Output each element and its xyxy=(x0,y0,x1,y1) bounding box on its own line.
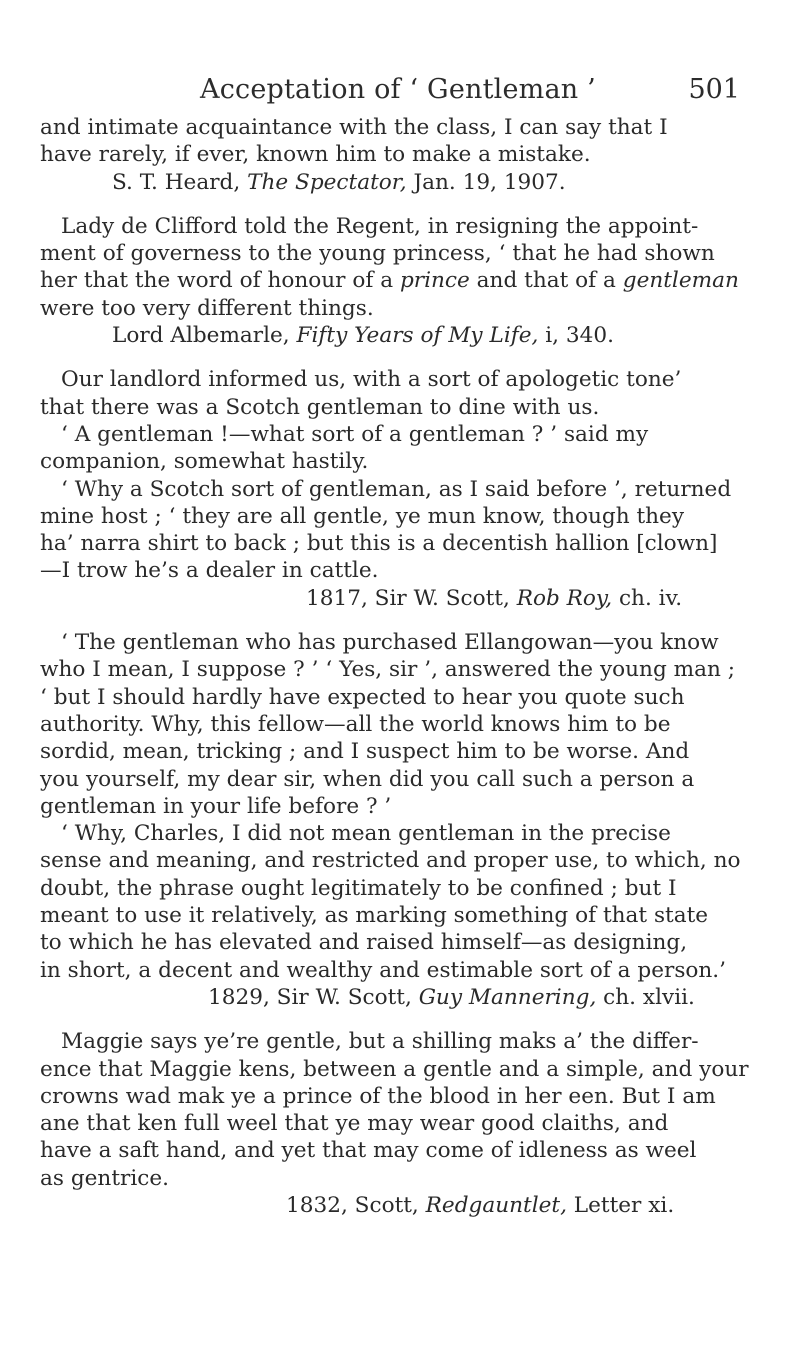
text-line: that there was a Scotch gentleman to dine with us. xyxy=(40,394,600,420)
citation xyxy=(40,984,755,1011)
citation-work: Rob Roy, xyxy=(516,585,613,611)
text-line: crowns wad mak ye a prince of the blood in her een. But I am xyxy=(40,1083,716,1109)
text-line: sordid, mean, tricking ; and I suspect him to be worse. And xyxy=(40,739,690,765)
text-line: in short, a decent and wealthy and estimable sort of a person.’ xyxy=(40,957,727,983)
citation-detail: ch. iv. xyxy=(612,585,683,611)
text-line: ment of governess to the young princess, ‘ that he had shown xyxy=(40,241,715,267)
text-line: as gentrice. xyxy=(40,1165,169,1191)
citation-detail: ch. xlvii. xyxy=(596,984,695,1010)
text-line: who I mean, I suppose ? ’ ‘ Yes, sir ’, answered the young man ; xyxy=(40,657,736,683)
page-header xyxy=(200,70,740,110)
text-line: and intimate acquaintance with the class, I can say that I xyxy=(40,115,668,140)
citation-detail: i, 340. xyxy=(538,323,614,349)
citation xyxy=(40,585,755,612)
text-line: you yourself, my dear sir, when did you call such a person a xyxy=(40,766,695,792)
citation-work: Guy Mannering, xyxy=(418,984,597,1010)
text-line: to which he has elevated and raised himself—as designing, xyxy=(40,930,688,956)
text-line: gentleman in your life before ? ’ xyxy=(40,793,392,819)
text-line: ‘ Why, Charles, I did not mean gentleman in the precise xyxy=(61,821,671,847)
text-line: ane that ken full weel that ye may wear good claiths, and xyxy=(40,1111,669,1137)
citation-author: 1817, Sir W. Scott, xyxy=(306,585,517,611)
quotation-2 xyxy=(40,213,755,349)
text-line: have a saft hand, and yet that may come of idleness as weel xyxy=(40,1138,697,1164)
citation-work: Redgauntlet, xyxy=(425,1192,567,1218)
text-line: sense and meaning, and restricted and proper use, to which, no xyxy=(40,848,741,874)
text-line: ‘ The gentleman who has purchased Ellangowan—you know xyxy=(61,630,719,656)
quotation-5 xyxy=(40,1028,755,1219)
body-text xyxy=(40,114,755,1219)
citation-author: Lord Albemarle, xyxy=(112,323,297,349)
quotation-4 xyxy=(40,629,755,1011)
text-line: —I trow he’s a dealer in cattle. xyxy=(40,558,379,584)
citation-detail: Letter xi. xyxy=(566,1192,675,1218)
text-line: ‘ A gentleman !—what sort of a gentleman ? ’ said my xyxy=(61,421,649,447)
text-line: meant to use it relatively, as marking something of that state xyxy=(40,903,709,929)
text-line: companion, somewhat hastily. xyxy=(40,449,369,475)
citation-author: 1829, Sir W. Scott, xyxy=(208,984,419,1010)
citation-author: 1832, Scott, xyxy=(286,1192,426,1218)
citation-work: The Spectator, xyxy=(247,169,407,195)
text-line: authority. Why, this fellow—all the world knows him to be xyxy=(40,711,671,737)
text-line: Lady de Clifford told the Regent, in resigning the appoint- xyxy=(61,213,699,239)
text-line: her that the word of honour of a prince and that of a gentleman xyxy=(40,268,739,294)
quotation-1 xyxy=(40,114,755,196)
text-line: were too very different things. xyxy=(40,295,374,321)
text-line: ‘ Why a Scotch sort of gentleman, as I said before ’, returned xyxy=(61,476,732,502)
text-line: doubt, the phrase ought legitimately to be confined ; but I xyxy=(40,875,677,901)
running-title: Acceptation of ‘ Gentleman ’ xyxy=(200,74,596,105)
text-line: ence that Maggie kens, between a gentle and a simple, and your xyxy=(40,1056,749,1082)
text-line: ‘ but I should hardly have expected to hear you quote such xyxy=(40,684,685,710)
text-line: ha’ narra shirt to back ; but this is a decentish hallion [clown] xyxy=(40,531,718,557)
citation-author: S. T. Heard, xyxy=(112,169,248,195)
text-line: Our landlord informed us, with a sort of apologetic tone’ xyxy=(61,367,682,393)
text-line: mine host ; ‘ they are all gentle, ye mun know, though they xyxy=(40,503,685,529)
citation-detail: Jan. 19, 1907. xyxy=(406,169,566,195)
citation xyxy=(40,169,755,196)
quotation-3 xyxy=(40,366,755,612)
page-number: 501 xyxy=(688,74,740,105)
citation xyxy=(40,1192,755,1219)
citation-work: Fifty Years of My Life, xyxy=(296,323,539,349)
text-line: Maggie says ye’re gentle, but a shilling maks a’ the differ- xyxy=(61,1029,699,1055)
text-line: have rarely, if ever, known him to make a mistake. xyxy=(40,142,591,168)
citation xyxy=(40,322,755,349)
